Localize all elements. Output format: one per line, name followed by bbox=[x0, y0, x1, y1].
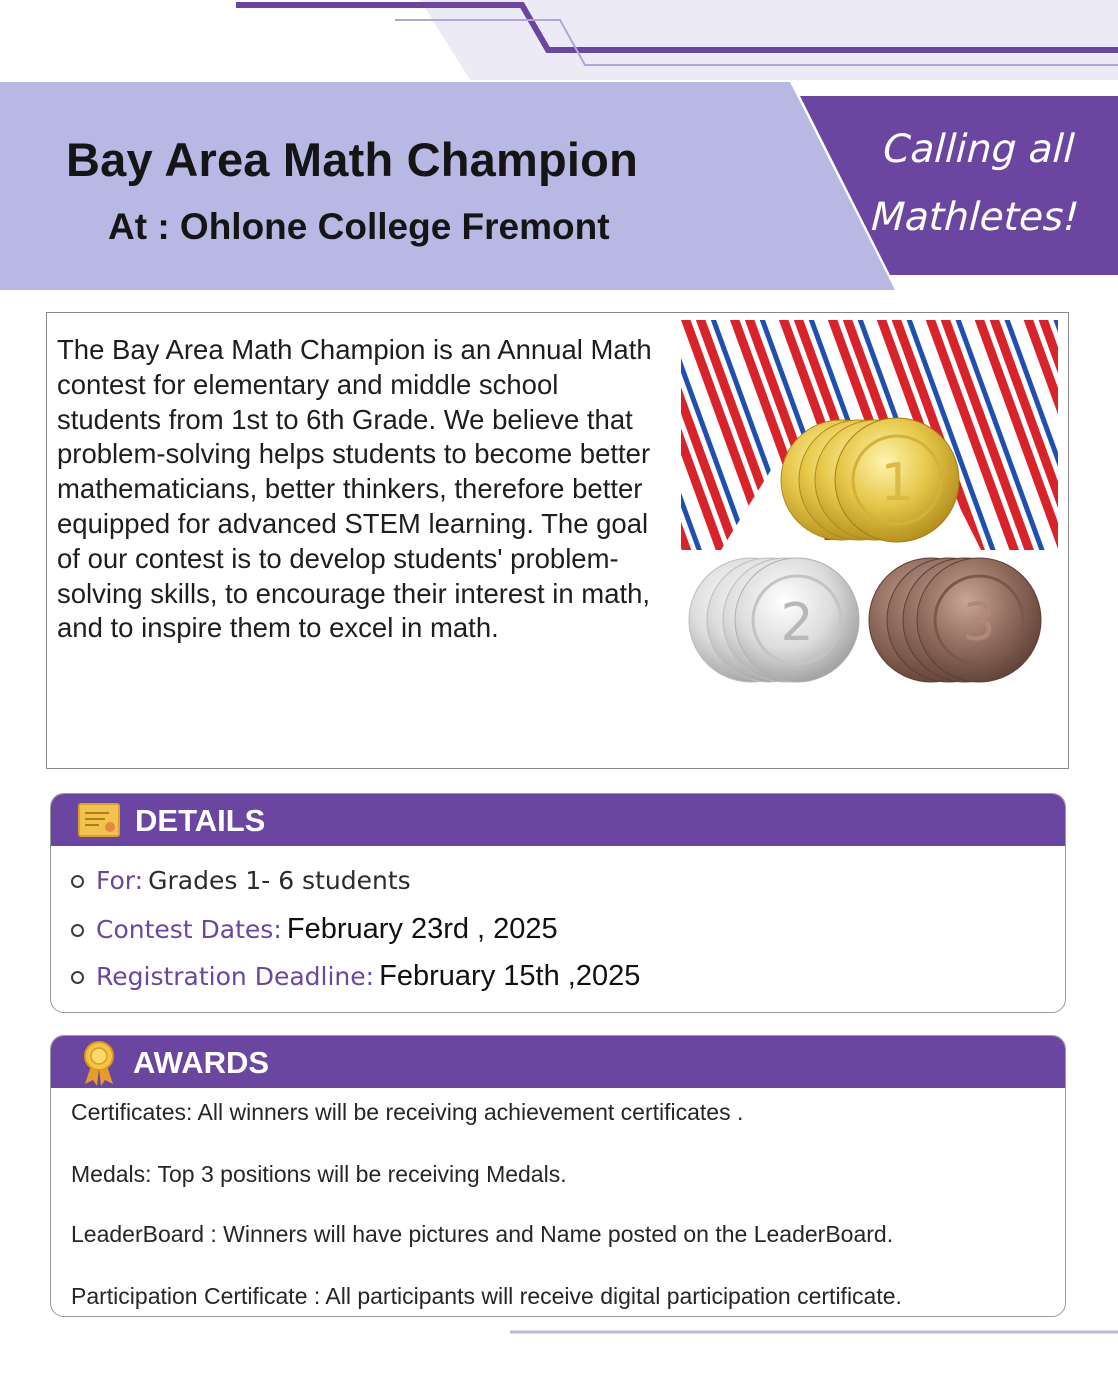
svg-text:3: 3 bbox=[962, 593, 996, 653]
details-header bbox=[51, 794, 1065, 846]
award-item: Certificates: All winners will be receiving achievement certificates . bbox=[71, 1099, 744, 1125]
svg-text:1: 1 bbox=[880, 453, 914, 513]
silver-medal bbox=[689, 558, 859, 682]
gold-medal bbox=[781, 418, 959, 542]
page-title: Bay Area Math Champion bbox=[66, 133, 638, 186]
awards-header bbox=[51, 1036, 1065, 1088]
awards-panel bbox=[50, 1035, 1066, 1317]
award-item: Medals: Top 3 positions will be receiving Medals. bbox=[71, 1161, 567, 1187]
detail-item: For: Grades 1- 6 students bbox=[71, 866, 411, 895]
bullet-icon bbox=[71, 971, 84, 984]
tagline bbox=[858, 116, 1095, 252]
awards-title: AWARDS bbox=[133, 1045, 270, 1080]
detail-item: Registration Deadline: February 15th ,2025 bbox=[71, 960, 640, 993]
detail-item: Contest Dates: February 23rd , 2025 bbox=[71, 913, 558, 946]
award-item: Participation Certificate : All participants will receive digital participation certificate. bbox=[71, 1283, 902, 1309]
medals-image bbox=[681, 320, 1058, 692]
page-subtitle: At : Ohlone College Fremont bbox=[108, 206, 610, 247]
details-title: DETAILS bbox=[135, 803, 266, 838]
tagline-line-1: Calling all bbox=[882, 127, 1076, 172]
certificate-icon bbox=[77, 801, 121, 839]
bullet-icon bbox=[71, 875, 84, 888]
bullet-icon bbox=[71, 924, 84, 937]
tagline-line-2: Mathletes! bbox=[870, 195, 1081, 240]
intro-text: The Bay Area Math Champion is an Annual Math contest for elementary and middle school students from 1st to 6th Grade. We believe that problem-solving helps students to become better mathematicians, better thinkers, therefore better equipped for advanced STEM learning. The goal of our contest is to develop students' problem-solving skills, to encourage their interest in math, and to inspire them to excel in math. bbox=[57, 334, 652, 644]
award-item: LeaderBoard : Winners will have pictures and Name posted on the LeaderBoard. bbox=[71, 1221, 894, 1247]
svg-text:2: 2 bbox=[780, 593, 814, 653]
award-ribbon-icon bbox=[81, 1040, 117, 1086]
bronze-medal bbox=[869, 558, 1041, 682]
details-panel bbox=[50, 793, 1066, 1013]
